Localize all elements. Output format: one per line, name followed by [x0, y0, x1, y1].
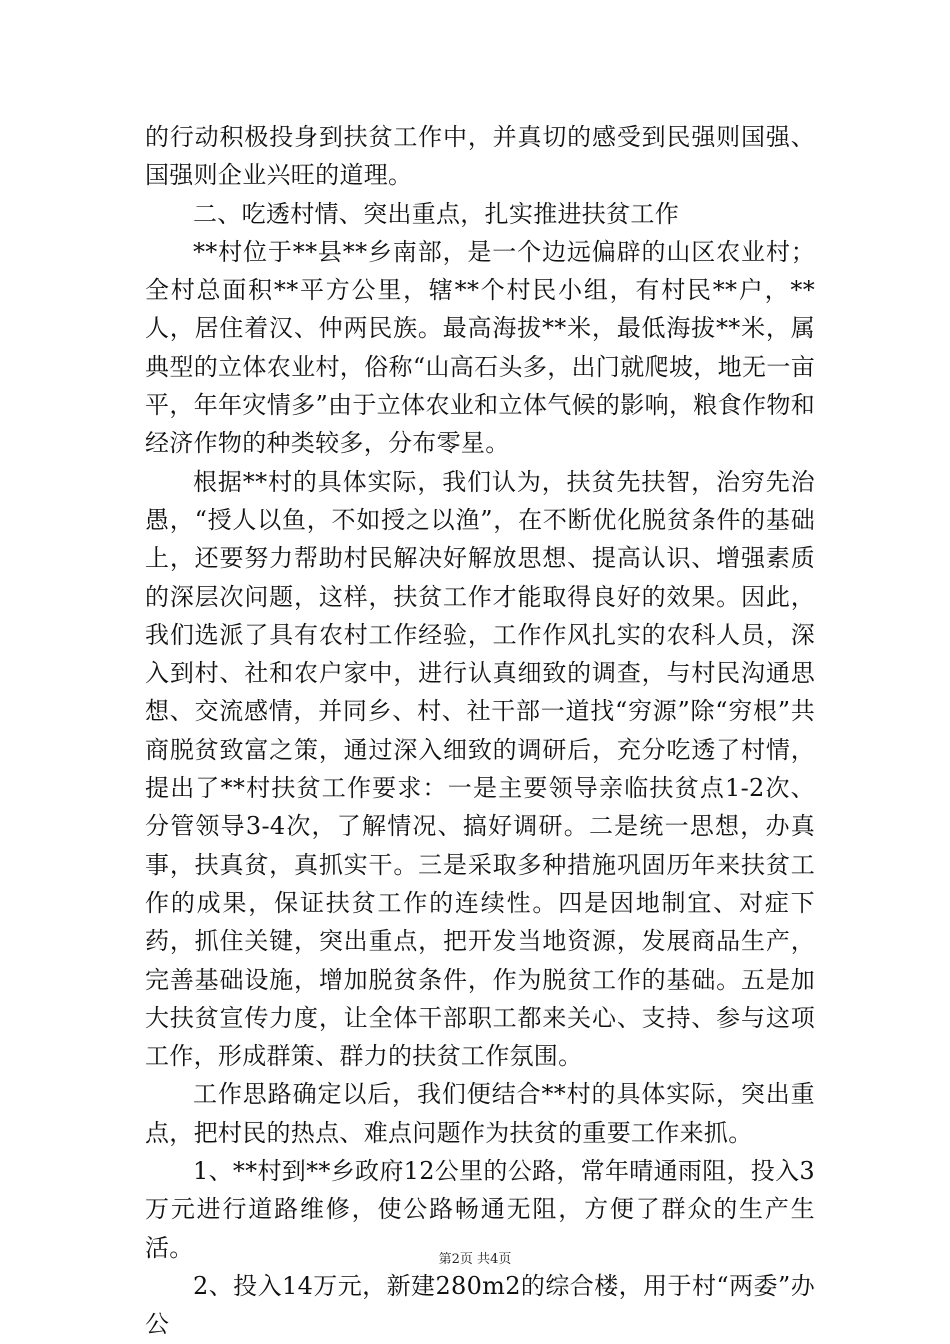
total-page-number: 4 — [490, 1252, 499, 1267]
page-middle-text: 页 共 — [459, 1252, 491, 1267]
list-item-building: 2、投入14万元，新建280m2的综合楼，用于村“两委”办公 — [145, 1271, 815, 1339]
paragraph-continuation: 的行动积极投身到扶贫工作中，并真切的感受到民强则国强、国强则企业兴旺的道理。 — [145, 123, 815, 190]
current-page-number: 2 — [451, 1252, 460, 1267]
page-prefix: 第 — [438, 1252, 452, 1267]
paragraph-work-requirements: 根据**村的具体实际，我们认为，扶贫先扶智，治穷先治愚，“授人以鱼，不如授之以渔”，在不断优化脱贫条件的基础上，还要努力帮助村民解决好解放思想、提高认识、增强素质的深层次问题，这样，扶贫工作才能取得良好的效果。因此，我们选派了具有农村工作经验，工作作风扎实的农科人员，深入到村、社和农户家中，进行认真细致的调查，与村民沟通思想、交流感情，并同乡、村、社干部一道找“穷源”除“穷根”共商脱贫致富之策，通过深入细致的调研后，充分吃透了村情，提出了**村扶贫工作要求：一是主要领导亲临扶贫点1-2次、分管领导3-4次，了解情况、搞好调研。二是统一思想，办真事，扶真贫，真抓实干。三是采取多种措施巩固历年来扶贫工作的成果，保证扶贫工作的连续性。四是因地制宜、对症下药，抓住关键，突出重点，把开发当地资源，发展商品生产，完善基础设施，增加脱贫条件，作为脱贫工作的基础。五是加大扶贫宣传力度，让全体干部职工都来关心、支持、参与这项工作，形成群策、群力的扶贫工作氛围。 — [145, 467, 815, 1071]
paragraph-village-overview: **村位于**县**乡南部，是一个边远偏辟的山区农业村；全村总面积**平方公里，辖**个村民小组，有村民**户，**人，居住着汉、仲两民族。最高海拔**米，最低海拔**米，属典型的立体农业村，俗称“山高石头多，出门就爬坡，地无一亩平，年年灾情多”由于立体农业和立体气候的影响，粮食作物和经济作物的种类较多，分布零星。 — [145, 237, 815, 458]
paragraph-work-approach: 工作思路确定以后，我们便结合**村的具体实际，突出重点，把村民的热点、难点问题作为扶贫的重要工作来抓。 — [145, 1080, 815, 1147]
document-body — [145, 118, 815, 1344]
page-number-footer — [0, 1252, 950, 1268]
list-item-road-repair: 1、**村到**乡政府12公里的公路，常年晴通雨阻，投入3万元进行道路维修，使公路畅通无阻，方便了群众的生产生活。 — [145, 1157, 815, 1262]
page-suffix: 页 — [498, 1252, 512, 1267]
section-heading: 二、吃透村情、突出重点，扎实推进扶贫工作 — [193, 199, 679, 228]
